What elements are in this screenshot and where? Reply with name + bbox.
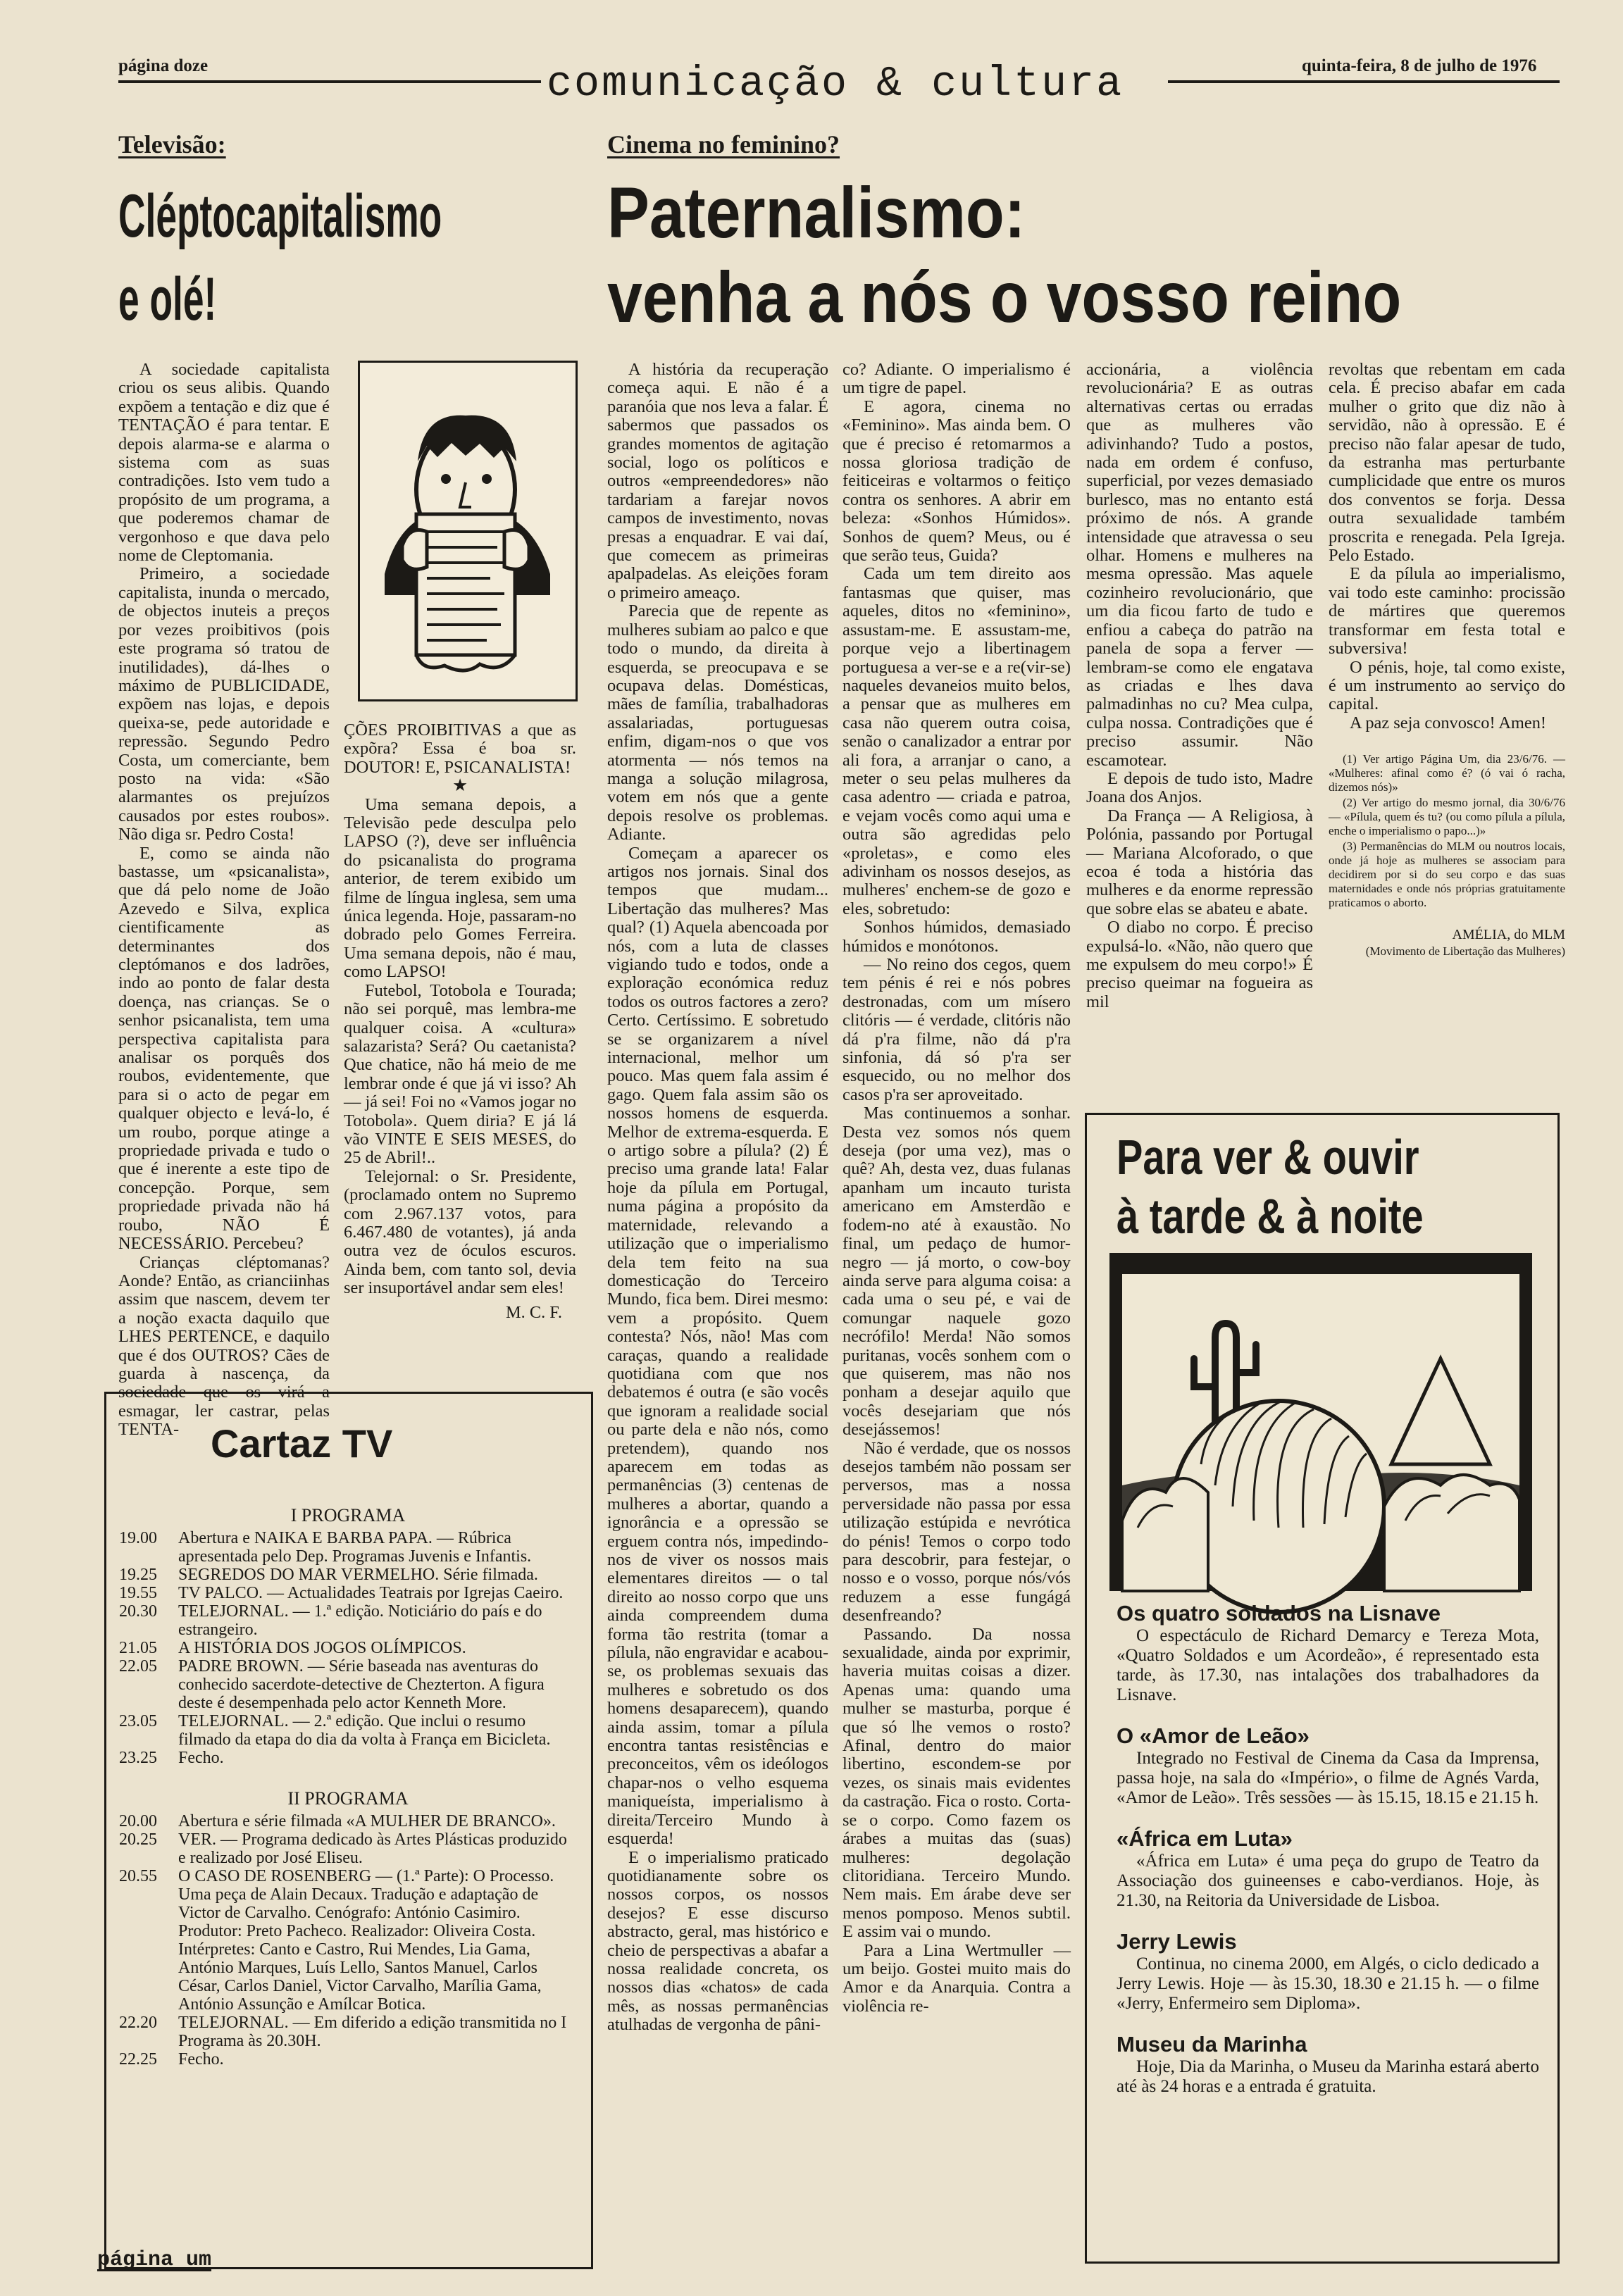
schedule-description: Abertura e série filmada «A MULHER DE BRANCO». [178, 1812, 556, 1830]
footnote: (2) Ver artigo do mesmo jornal, dia 30/6/76 — «Pílula, quem és tu? (ou como pílula a pílula, enche o imperialismo o papo...)» [1329, 796, 1565, 838]
schedule-row [119, 1712, 577, 1749]
footnote: (1) Ver artigo Página Um, dia 23/6/76. — «Mulheres: afinal como é? (ó vai ó racha, dizemos nós)» [1329, 752, 1565, 794]
separator-star: ★ [452, 776, 468, 796]
schedule-description: TV PALCO. — Actualidades Teatrais por Igrejas Caeiro. [178, 1584, 564, 1602]
paragraph: E depois de tudo isto, Madre Joana dos Anjos. [1086, 768, 1313, 807]
schedule-description: VER. — Programa dedicado às Artes Plásticas produzido e realizado por José Eliseu. [178, 1830, 567, 1867]
event-title: Museu da Marinha [1117, 2032, 1307, 2057]
event-title: O «Amor de Leão» [1117, 1723, 1310, 1748]
schedule-time: 22.20 [119, 2014, 157, 2032]
cinema-article-signature-org: (Movimento de Libertação das Mulheres) [1365, 944, 1565, 958]
schedule-description: Fecho. [178, 1749, 224, 1767]
paragraph: co? Adiante. O imperialismo é um tigre de papel. [842, 360, 1071, 398]
schedule-row [119, 1529, 577, 1566]
paragraph: — No reino dos cegos, quem tem pénis é rei e nós pobres destronadas, com um mísero clitóris — é verdade, clitóris não dá p'ra filme, não dá p'ra sinfonia, dá só p'ra ser esquecido, ou no melhor dos casos p'ra ser aproveitado. [842, 955, 1071, 1104]
issue-date: quinta-feira, 8 de julho de 1976 [1302, 56, 1537, 75]
schedule-row [119, 1657, 577, 1712]
cartaz-tv-title: Cartaz TV [211, 1421, 393, 1466]
schedule-row [119, 1584, 577, 1602]
schedule-description: TELEJORNAL. — Em diferido a edição transmitida no I Programa às 20.30H. [178, 2014, 567, 2050]
paragraph: E agora, cinema no «Feminino». Mas ainda bem. O que é preciso é retomarmos a nossa gloriosa tradição de feiticeiras e voltarmos o feitiço contra os senhores. A abrir em beleza: «Sonhos Húmidos». Sonhos de quem? Meus, ou é que serão teus, Guida? [842, 397, 1071, 566]
paragraph: Telejornal: o Sr. Presidente, (proclamado ontem no Supremo com 2.967.137 votos, para 6.467.480 de votantes), já anda outra vez de óculos escuros. Ainda bem, com tanto sol, devia ser insuportável andar sem eles! [344, 1166, 576, 1298]
program-1-heading: I PROGRAMA [290, 1505, 406, 1526]
cinema-article-headline-line1: Paternalismo: [607, 173, 1026, 253]
cinema-article-kicker: Cinema no feminino? [607, 130, 840, 158]
schedule-row [119, 1602, 577, 1639]
event-description: Hoje, Dia da Marinha, o Museu da Marinha estará aberto até às 24 horas e a entrada é gratuita. [1117, 2057, 1539, 2096]
paragraph: Mas continuemos a sonhar. Desta vez somos nós quem deseja (por uma vez), mas o quê? Ah, desta vez, duas fulanas apanham um incauto turista americano em Amsterdão e fodem-no até à exaustão. No final, um pedaço de humor-negro — já morto, o cow-boy ainda serve para alguma coisa: a cada uma o seu pé, e vai de comungar naquele gozo necrófilo! Merda! Não somos puritanas, vocês sonhem com o que quiserem, mas não nos ponham a desejar aquilo que vocês desejariam que nós desejássemos! [842, 1104, 1071, 1440]
event-title: Jerry Lewis [1117, 1929, 1237, 1954]
schedule-description: Abertura e NAIKA E BARBA PAPA. — Rúbrica apresentada pelo Dep. Programas Juvenis e Infantis. [178, 1529, 532, 1566]
schedule-row [119, 1867, 577, 2014]
schedule-description: TELEJORNAL. — 1.ª edição. Noticiário do país e do estrangeiro. [178, 1602, 542, 1639]
schedule-time: 19.55 [119, 1584, 157, 1602]
page-number-label: página doze [118, 56, 209, 75]
cleptomania-illustration [358, 361, 578, 701]
paragraph: accionária, a violência revolucionária? E as outras alternativas certas ou erradas que as mulheres vão adivinhando? Tudo a postos, nada em ordem é confuso, superficial, por vezes demasiado burlesco, mas no entanto está próximo de nós. A grande intensidade que atravessa o seu olhar. Homens e mulheres na mesma opressão. Mas aquele cozinheiro revolucionário, que um dia ficou farto de tudo e enfiou a cabeça do patrão na panela de sopa a ferver — lembram-se como ele engatava as criadas e lhes dava palmadinhas no cu? Mea culpa, culpa nossa. Contradições que é preciso assumir. Não escamotear. [1086, 360, 1313, 770]
event-description: O espectáculo de Richard Demarcy e Tereza Mota, «Quatro Soldados e um Acordeão», é representado esta tarde, às 17.30, nas intalações dos trabalhadores da Lisnave. [1117, 1626, 1539, 1704]
paragraph: Primeiro, a sociedade capitalista, inunda o mercado, de objectos inuteis a preços por vezes proibitivos (pois este programa só tratou de inutilidades), dá-lhes o máximo de PUBLICIDADE, expõem nas lojas, e depois queixa-se, pede autoridade e repressão. Segundo Pedro Costa, um comerciante, bem posto na vida: «São alarmantes os prejuízos causados por estes roubos». Não diga sr. Pedro Costa! [118, 564, 330, 844]
cinema-article-signature: AMÉLIA, do MLM [1452, 927, 1565, 943]
schedule-row [119, 1812, 577, 1830]
paragraph: A sociedade capitalista criou os seus alibis. Quando expõem a tentação e diz que é TENTAÇÃO é para tentar. E depois alarma-se e alarma o sistema com as suas contradições. Isto vem tudo a propósito de um programa, a que poderemos chamar de vergonhoso e que dava pelo nome de Cleptomania. [118, 360, 330, 566]
paragraph: Não é verdade, que os nossos desejos também não possam ser perversos, mas a nossa perversidade não passa por essa utilização estúpida e nevrótica do pénis! Temos o corpo todo para descobrir, para festejar, o nosso e o vosso, porque nós/vós reduzem a esse fungágá desenfreando? [842, 1438, 1071, 1626]
cinema-article-column-4 [1329, 361, 1565, 1107]
schedule-time: 19.00 [119, 1529, 157, 1547]
schedule-row [119, 2050, 577, 2069]
schedule-row [119, 2014, 577, 2050]
paragraph: O pénis, hoje, tal como existe, é um instrumento ao serviço do capital. [1329, 657, 1565, 714]
footnote: (3) Permanências do MLM ou noutros locais, onde já hoje as mulheres se associam para decidirem por si do seu corpo e das suas maternidades e onde nós próprias gratuitamente praticamos o aborto. [1329, 840, 1565, 910]
event-description: Integrado no Festival de Cinema da Casa da Imprensa, passa hoje, na sala do «Império», o filme de Agnés Varda, «Amor de Leão». Três sessões — às 15.15, 18.15 e 21.15 h. [1117, 1749, 1539, 1807]
header-rule-right [1168, 80, 1560, 83]
cinema-audience-icon [1109, 1253, 1532, 1591]
schedule-row [119, 1639, 577, 1657]
paragraph: E, como se ainda não bastasse, um «psicanalista», que dá pelo nome de João Azevedo e Silva, explica cientificamente as determinantes dos cleptómanos e dos ladrões, indo ao ponto de falar desta doença, nas crianças. Se o senhor psicanalista, tem uma perspectiva capitalista para analisar os porquês dos roubos, evidentemente, que para si o acto de pegar em qualquer objecto e levá-lo, é um roubo, porque atinge a propriedade privada e tudo o que é inerente a este tipo de concepção. Porque, sem propriedade privada não há roubo, NÃO É NECESSÁRIO. Percebeu? [118, 843, 330, 1254]
schedule-row [119, 1566, 577, 1584]
man-with-scroll-icon [360, 363, 576, 699]
event-description: Continua, no cinema 2000, em Algés, o ciclo dedicado a Jerry Lewis. Hoje — às 15.30, 18.30 e 21.15 h. — o filme «Jerry, Enfermeiro sem Diploma». [1117, 1954, 1539, 2013]
cinema-article-column-1 [607, 361, 828, 2276]
paragraph: ÇÕES PROIBITIVAS a que as expõra? Essa é boa sr. DOUTOR! E, PSICANALISTA! [344, 720, 576, 777]
tv-article-kicker: Televisão: [118, 130, 226, 158]
paragraph: Para a Lina Wertmuller — um beijo. Gostei muito mais do Amor e da Anarquia. Contra a violência re- [842, 1940, 1071, 2016]
schedule-description: Fecho. [178, 2050, 224, 2069]
cinema-article-column-3 [1086, 361, 1313, 1107]
paragraph: E da pílula ao imperialismo, vai todo este caminho: procissão de mártires que queremos transformar em festa total e subversiva! [1329, 564, 1565, 659]
paragraph: Da França — A Religiosa, à Polónia, passando por Portugal — Mariana Alcoforado, o que ecoa é toda a história das mulheres e da enorme repressão que sobre elas se abateu e abate. [1086, 806, 1313, 918]
schedule-time: 22.25 [119, 2050, 157, 2069]
schedule-row [119, 1830, 577, 1867]
schedule-row [119, 1749, 577, 1767]
schedule-description: PADRE BROWN. — Série baseada nas aventuras do conhecido sacerdote-detective de Chezterton. A figura deste é desempenhada pelo actor Kenneth More. [178, 1657, 545, 1712]
paragraph: Parecia que de repente as mulheres subiam ao palco e que todo o mundo, da direita à esquerda, se preocupava e se ocupava delas. Domésticas, mães de família, trabalhadoras assalariadas, portuguesas enfim, digam-nos o que vos atormenta — nós temos na manga a solução milagrosa, votem em nós que a gente depois resolve os problemas. Adiante. [607, 601, 828, 844]
tv-article-headline-line1: Cléptocapitalismo [118, 182, 442, 250]
paragraph: E o imperialismo praticado quotidianamente sobre os nossos corpos, os nossos desejos? E esse discurso abstracto, geral, mas histórico e cheio de perspectivas a abafar a nossa realidade concreta, os nossos dias «chatos» de cada mês, as nossas permanências atulhadas de vergonha de pâni- [607, 1847, 828, 2035]
tv-article-column-1 [118, 360, 330, 1440]
footnotes [1329, 752, 1565, 910]
cinema-audience-illustration [1109, 1253, 1532, 1591]
paragraph: A paz seja convosco! Amen! [1350, 713, 1547, 732]
paragraph: Futebol, Totobola e Tourada; não sei porquê, mas lembra-me qualquer coisa. A «cultura» salazarista? Será? Ou caetanista? Que chatice, não há meio de me lembrar onde é que já vi isso? Ah — já sei! Foi no «Vamos jogar no Totobola». Quem diria? E já lá vão VINTE E SEIS MESES, do 25 de Abril!.. [344, 980, 576, 1168]
events-box [1085, 1113, 1560, 2264]
event-title: Os quatro soldados na Lisnave [1117, 1601, 1441, 1626]
schedule-description: A HISTÓRIA DOS JOGOS OLÍMPICOS. [178, 1639, 466, 1657]
footer-page-label: página um [97, 2248, 212, 2272]
schedule-time: 20.25 [119, 1830, 157, 1849]
events-title-line1: Para ver & ouvir [1117, 1130, 1419, 1185]
tv-article-column-2 [344, 721, 576, 1369]
schedule-description: SEGREDOS DO MAR VERMELHO. Série filmada. [178, 1566, 538, 1584]
schedule-description: O CASO DE ROSENBERG — (1.ª Parte): O Processo. Uma peça de Alain Decaux. Tradução e adaptação de Victor de Carvalho. Cenógrafo: António Casimiro. Produtor: Preto Pacheco. Realizador: Oliveira Costa. Intérpretes: Canto e Castro, Rui Mendes, Lia Gama, António Marques, Luís Lello, Santos Manuel, Carlos César, Carlos Daniel, Victor Carvalho, Marília Gama, António Assunção e Amílcar Botica. [178, 1867, 554, 2014]
cartaz-tv-box [104, 1392, 593, 2269]
schedule-time: 20.55 [119, 1867, 157, 1885]
schedule-time: 23.25 [119, 1749, 157, 1767]
event-description: «África em Luta» é uma peça do grupo de Teatro da Associação dos guineenses e cabo-verdianos. Hoje, às 21.30, na Reitoria da Universidade de Lisboa. [1117, 1852, 1539, 1910]
paragraph: Passando. Da nossa sexualidade, ainda por exprimir, haveria muitas coisas a dizer. Apenas uma: quando uma mulher se masturba, porque é que só lhe vemos o rosto? Afinal, dentro do maior libertino, escondem-se por vezes, os sinais mais evidentes da castração. Fica o rosto. Corta-se o corpo. Como fazem os árabes a muitas das (suas) mulheres: degolação clitoridiana. Terceiro Mundo. Nem mais. Em árabe deve ser menos pomposo. Menos subtil. E assim vai o mundo. [842, 1624, 1071, 1942]
events-title-line2: à tarde & à noite [1117, 1189, 1424, 1244]
schedule-time: 20.00 [119, 1812, 157, 1830]
paragraph: Sonhos húmidos, demasiado húmidos e monótonos. [842, 918, 1071, 956]
paragraph: O diabo no corpo. É preciso expulsá-lo. «Não, não quero que me expulsem do meu corpo!» É preciso queimar na fogueira as mil [1086, 918, 1313, 1011]
paragraph: Crianças cléptomanas? Aonde? Então, as crianciinhas assim que nascem, devem ter a noção exacta daquilo que LHES PERTENCE, e daquilo que é dos OUTROS? Cães de guarda à nascença, da sociedade que os virá a esmagar, ler castrar, pelas TENTA- [118, 1252, 330, 1440]
paragraph: A história da recuperação começa aqui. E não é a paranóia que nos leva a falar. É sabermos que passados os grandes momentos de agitação social, logo os políticos e outros «empreendedores» não tardariam a farejar novos campos de investimento, novas presas a enquadrar. E vai daí, que comecem as primeiras apalpadelas. As eleições foram o primeiro ameaço. [607, 360, 828, 602]
paragraph: Uma semana depois, a Televisão pede desculpa pelo LAPSO (?), deve ser influência do psicanalista do programa anterior, de terem exibido um filme de língua inglesa, sem uma única legenda. Hoje, passaram-no dobrado pelo Gomes Ferreira. Uma semana depois, não é mau, como LAPSO! [344, 794, 576, 982]
cinema-article-column-2 [842, 361, 1071, 2276]
tv-schedule [119, 1505, 577, 2259]
header-rule-left [118, 80, 541, 83]
section-title: comunicação & cultura [547, 61, 1124, 108]
tv-article-signature: M. C. F. [505, 1302, 562, 1322]
schedule-time: 19.25 [119, 1566, 157, 1584]
schedule-time: 21.05 [119, 1639, 157, 1657]
tv-article-headline-line2: e olé! [118, 266, 217, 333]
paragraph: Cada um tem direito aos fantasmas que quiser, mas aqueles, ditos no «feminino», assustam-me. E assustam-me, porque vejo a libertinagem portuguesa a ver-se e a re(vir-se) naqueles devaneios muito belos, a pensar que as mulheres em casa não querem outra coisa, senão o canalizador a entrar por ali fora, a arranjar o cano, a meter o seu pelas mulheres da casa adentro — criada e patroa, e vejam vocês como aqui uma e outra são agredidas pelo «proletas», e como eles adivinham os nossos desejos, as mulheres' enchem-se de gozo e eles, sobretudo: [842, 564, 1071, 918]
schedule-time: 23.05 [119, 1712, 157, 1730]
events-box-title [1117, 1128, 1424, 1246]
event-title: «África em Luta» [1117, 1826, 1293, 1851]
paragraph: revoltas que rebentam em cada cela. É preciso abafar em cada mulher o grito que diz não à servidão, não à opressão. E é preciso não falar apesar de tudo, da estranha mas perturbante cumplicidade que entre os muros dos conventos se forja. Dessa outra sexualidade também proscrita e renegada. Pela Igreja. Pelo Estado. [1329, 360, 1565, 566]
cinema-article-headline-line2: venha a nós o vosso reino [607, 257, 1402, 337]
schedule-description: TELEJORNAL. — 2.ª edição. Que inclui o resumo filmado da etapa do dia da volta à França em Bicicleta. [178, 1712, 551, 1749]
program-2-heading: II PROGRAMA [287, 1788, 409, 1809]
events-list [1117, 1601, 1539, 2256]
paragraph: Começam a aparecer os artigos nos jornais. Sinal dos tempos que mudam... Libertação das mulheres? Mas qual? (1) Aquela abencoada por nós, com a luta de classes vigiando tudo e todos, onde a exploração económica reduz todos os outros factores a zero? Certo. Certíssimo. E sobretudo se se organizarem a nível internacional, melhor um pouco. Mas quem fala assim é gago. Quem fala assim são os nossos homens de esquerda. Melhor de extrema-esquerda. E o artigo sobre a pílula? (2) É preciso uma grande lata! Falar hoje da pílula em Portugal, numa página a propósito da maternidade, relevando a utilização que o imperialismo dela tem feito na sua domesticação do Terceiro Mundo, fica bem. Direi mesmo: vem a propósito. Quem contesta? Nós, não! Mas com caraças, quando a realidade quotidiana com que nos debatemos é outra (e são vocês que ignoram a realidade social ou parte dela e não nós, como pretendem), quando nos aparecem em todas as permanências (3) centenas de mulheres a abortar, quando a ignorância e a opressão se erguem contra nós, impedindo-nos de viver os nossos mais elementares direitos — o tal direito ao nosso corpo que uns ainda compreendem duma forma tão restrita (tomar a pílula, não engravidar e acabou-se, os problemas sexuais das mulheres e sobretudo os dos homens desaparecem), quando ainda assim, tomar a pílula encontra tantas resistências e preconceitos, vêm os ideólogos chapar-nos o velho esquema maniqueísta, imperialismo à direita/Terceiro Mundo à esquerda! [607, 843, 828, 1849]
schedule-time: 22.05 [119, 1657, 157, 1676]
schedule-time: 20.30 [119, 1602, 157, 1621]
